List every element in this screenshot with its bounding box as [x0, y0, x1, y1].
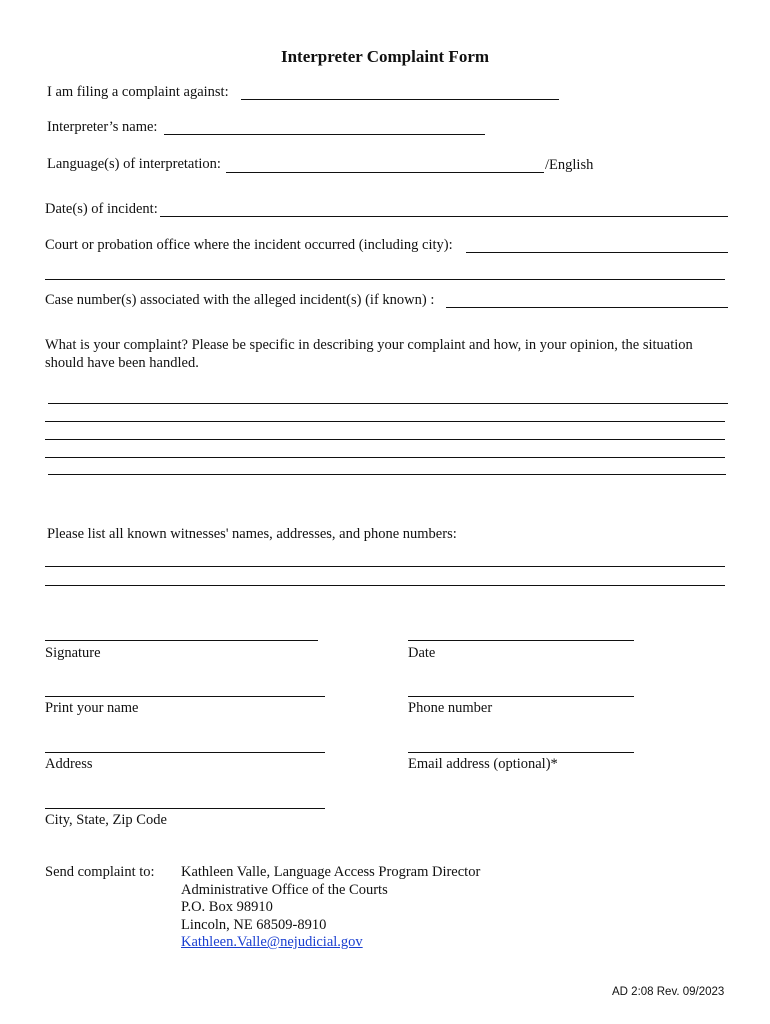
signature-field[interactable] [45, 640, 318, 641]
languages-field[interactable] [226, 172, 544, 173]
complaint-line[interactable] [45, 439, 725, 440]
witnesses-line[interactable] [45, 566, 725, 567]
complaint-against-label: I am filing a complaint against: [47, 84, 229, 100]
form-title: Interpreter Complaint Form [280, 47, 490, 66]
send-to-label: Send complaint to: [45, 864, 155, 880]
court-field[interactable] [466, 252, 728, 253]
date-label: Date [408, 645, 436, 661]
send-to-line: Administrative Office of the Courts [181, 881, 388, 898]
witnesses-label: Please list all known witnesses' names, addresses, and phone numbers: [47, 526, 457, 542]
case-number-label: Case number(s) associated with the alleged incident(s) (if known) : [45, 292, 435, 308]
date-field[interactable] [408, 640, 634, 641]
print-name-field[interactable] [45, 696, 325, 697]
signature-label: Signature [45, 645, 101, 661]
phone-label: Phone number [408, 700, 493, 716]
send-to-address [181, 864, 480, 952]
revision-footer: AD 2:08 Rev. 09/2023 [612, 986, 725, 998]
court-label: Court or probation office where the incident occurred (including city): [45, 237, 453, 253]
complaint-against-field[interactable] [241, 99, 559, 100]
print-name-label: Print your name [45, 700, 139, 716]
send-to-email-link[interactable]: Kathleen.Valle@nejudicial.gov [181, 934, 363, 950]
address-label: Address [45, 756, 93, 772]
send-to-line: Lincoln, NE 68509-8910 [181, 916, 327, 933]
address-field[interactable] [45, 752, 325, 753]
city-state-zip-field[interactable] [45, 808, 325, 809]
dates-label: Date(s) of incident: [45, 201, 158, 217]
send-to-line: Kathleen Valle, Language Access Program Director [181, 864, 481, 880]
complaint-line[interactable] [45, 421, 725, 422]
interpreter-name-label: Interpreter’s name: [47, 119, 158, 135]
city-state-zip-label: City, State, Zip Code [45, 812, 167, 828]
send-to-line: P.O. Box 98910 [181, 899, 273, 915]
email-field[interactable] [408, 752, 634, 753]
languages-suffix: /English [545, 157, 594, 173]
complaint-line[interactable] [45, 457, 725, 458]
complaint-line[interactable] [48, 474, 726, 475]
witnesses-line[interactable] [45, 585, 725, 586]
case-number-field[interactable] [446, 307, 728, 308]
complaint-question: What is your complaint? Please be specific in describing your complaint and how, in your opinion, the situation should have been handled. [45, 337, 693, 371]
complaint-line[interactable] [48, 403, 728, 404]
languages-label: Language(s) of interpretation: [47, 156, 221, 172]
interpreter-name-field[interactable] [164, 134, 485, 135]
phone-field[interactable] [408, 696, 634, 697]
dates-field[interactable] [160, 216, 728, 217]
email-label: Email address (optional)* [408, 756, 558, 772]
court-field-line-2[interactable] [45, 279, 725, 280]
